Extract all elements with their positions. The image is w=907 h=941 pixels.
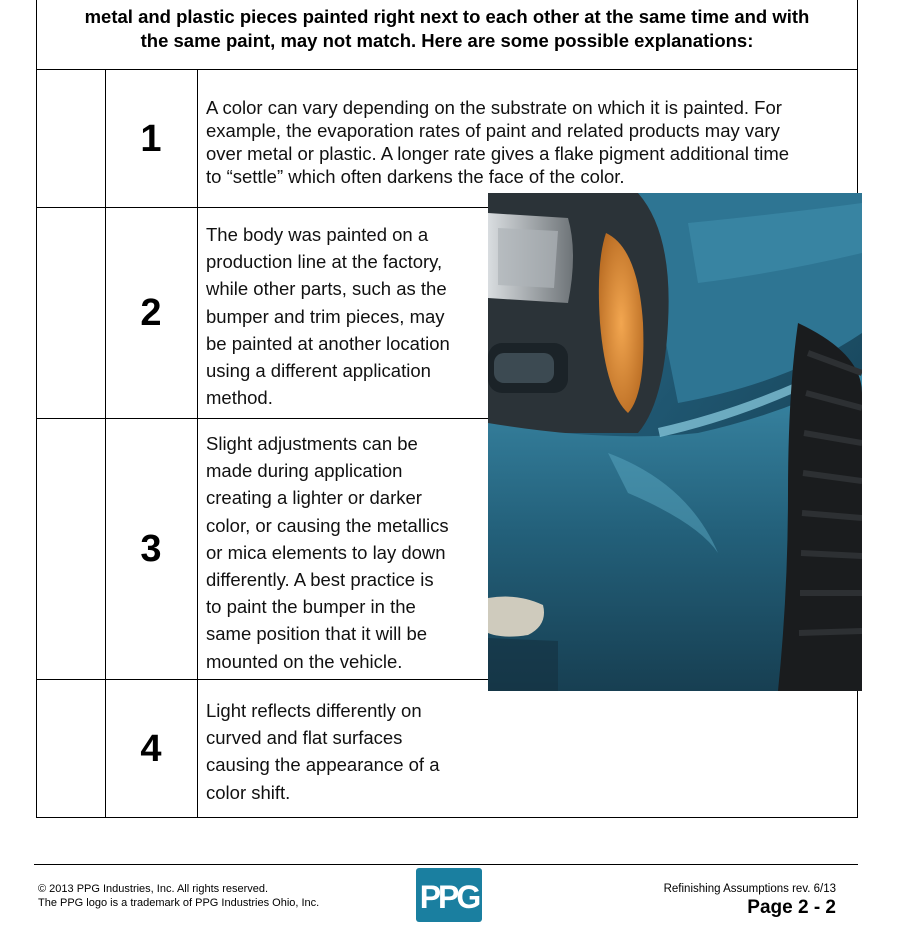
text-line: color shift. [206, 781, 291, 803]
text-line: creating a lighter or darker [206, 487, 422, 509]
text-line: to paint the bumper in the [206, 596, 416, 618]
text-line: mounted on the vehicle. [206, 650, 403, 672]
intro-line: metal and plastic pieces painted right next to each other at the same time and with [84, 6, 810, 27]
text-line: The body was painted on a [206, 224, 429, 245]
text-line: made during application [206, 460, 403, 482]
text-line: curved and flat surfaces [206, 727, 403, 749]
car-bumper-illustration [488, 193, 862, 691]
ppg-logo-icon [416, 868, 482, 922]
text-line: over metal or plastic. A longer rate gives a flake pigment additional time [206, 143, 790, 164]
explanation-number: 1 [140, 117, 162, 160]
text-line: color, or causing the metallics [206, 514, 449, 536]
text-line: Light reflects differently on [206, 700, 422, 721]
text-line: same position that it will be [206, 623, 428, 645]
number-cell [105, 70, 198, 207]
text-line: A color can vary depending on the substrate on which it is painted. For [206, 97, 782, 118]
logo-text: PPG [419, 879, 479, 915]
explanation-number: 2 [140, 292, 162, 334]
copyright-text: © 2013 PPG Industries, Inc. All rights reserved. [38, 883, 269, 895]
text-line: Slight adjustments can be [206, 433, 418, 454]
explanation-text [206, 430, 486, 675]
intro-line: the same paint, may not match. Here are some possible explanations: [140, 30, 754, 51]
revision-text: Refinishing Assumptions rev. 6/13 [663, 883, 836, 895]
blank-cell [37, 419, 106, 679]
blank-cell [37, 680, 106, 817]
number-cell [105, 208, 198, 418]
explanation-number: 3 [140, 528, 162, 570]
text-line: using a different application [206, 360, 431, 382]
number-cell [105, 419, 198, 679]
page-number: Page 2 - 2 [747, 897, 836, 918]
footer-legal [38, 882, 319, 910]
explanation-row-1 [36, 70, 858, 208]
footer-page-info [664, 882, 836, 920]
ppg-logo [416, 868, 482, 922]
trademark-text: The PPG logo is a trademark of PPG Industries Ohio, Inc. [38, 897, 320, 909]
text-line: differently. A best practice is [206, 569, 434, 591]
blank-cell [37, 70, 106, 207]
explanation-text [206, 221, 486, 411]
intro-text [37, 5, 857, 53]
blank-cell [37, 208, 106, 418]
explanation-row-4 [36, 680, 858, 818]
text-line: or mica elements to lay down [206, 541, 446, 563]
text-line: while other parts, such as the [206, 278, 447, 300]
text-line: bumper and trim pieces, may [206, 305, 445, 327]
text-line: example, the evaporation rates of paint and related products may vary [206, 120, 780, 141]
text-line: to “settle” which often darkens the face of the color. [206, 166, 625, 187]
explanation-number: 4 [140, 727, 162, 770]
number-cell [105, 680, 198, 817]
text-line: method. [206, 387, 273, 409]
text-line: causing the appearance of a [206, 754, 440, 776]
explanation-text [206, 96, 846, 188]
explanation-text [206, 697, 486, 806]
car-bumper-photo [488, 193, 862, 691]
text-line: production line at the factory, [206, 251, 443, 273]
footer-divider [34, 864, 858, 865]
text-line: be painted at another location [206, 332, 450, 354]
intro-box [36, 0, 858, 70]
